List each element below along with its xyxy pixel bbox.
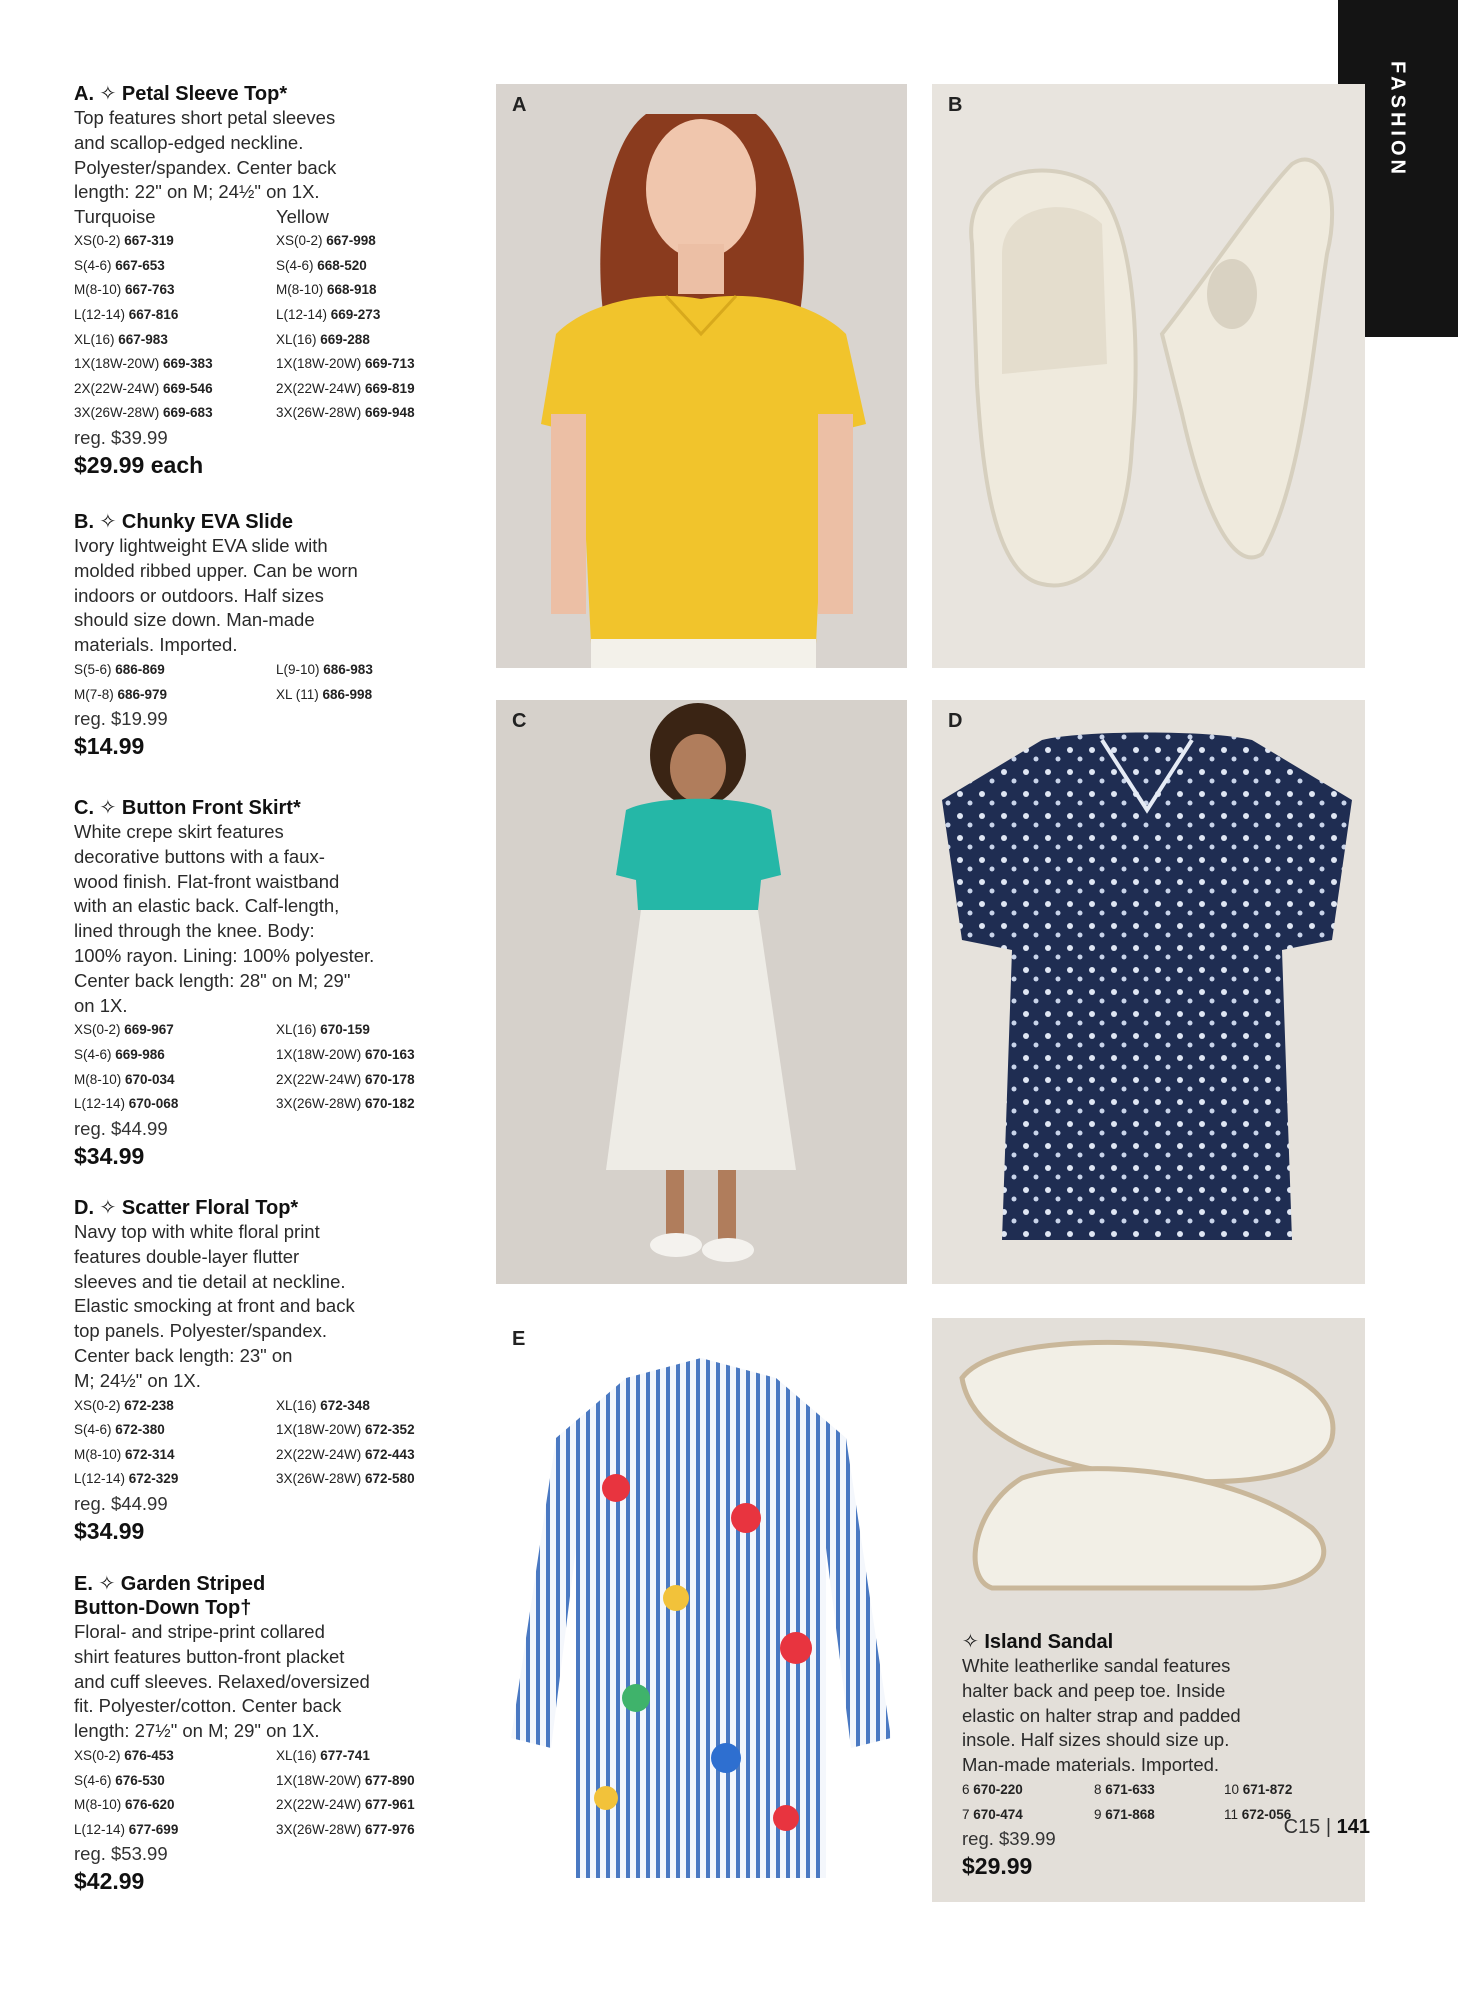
sku-number: 669-546 bbox=[163, 380, 213, 396]
size-sku-cell bbox=[276, 1394, 476, 1419]
desc-line: Navy top with white floral print bbox=[74, 1221, 320, 1242]
size-label: 3X(26W-28W) bbox=[276, 405, 366, 421]
desc-line: features double-layer flutter bbox=[74, 1245, 300, 1267]
sku-number: 672-056 bbox=[1241, 1806, 1292, 1822]
size-label: 1X(18W-20W) bbox=[276, 1422, 366, 1438]
sku-number: 670-163 bbox=[365, 1046, 415, 1062]
sku-number: 670-182 bbox=[365, 1096, 415, 1112]
size-sku-cell bbox=[276, 683, 476, 708]
size-label: 2X(22W-24W) bbox=[74, 380, 164, 396]
striped-floral-shirt-illustration bbox=[496, 1318, 907, 1902]
size-label: 2X(22W-24W) bbox=[276, 1797, 366, 1813]
sale-price: $42.99 bbox=[74, 1868, 145, 1895]
sku-number: 667-319 bbox=[124, 233, 174, 249]
size-sku-cell bbox=[276, 1467, 476, 1492]
product-title-line2: Button-Down Top† bbox=[74, 1597, 252, 1619]
product-title: A. ✧ Petal Sleeve Top* bbox=[74, 83, 288, 105]
size-label: M(8-10) bbox=[74, 282, 126, 298]
sku-number: 676-453 bbox=[124, 1747, 174, 1763]
product-d bbox=[74, 1196, 479, 1546]
desc-line: molded ribbed upper. Can be worn bbox=[74, 559, 358, 581]
product-title: C. ✧ Button Front Skirt* bbox=[74, 797, 301, 819]
photo-label: E bbox=[512, 1328, 526, 1350]
sku-number: 672-580 bbox=[365, 1471, 415, 1487]
sku-number: 670-034 bbox=[125, 1071, 175, 1087]
size-table bbox=[74, 1394, 479, 1492]
size-label: L(12-14) bbox=[74, 306, 129, 322]
photo-island-sandal bbox=[932, 1318, 1365, 1902]
size-sku-cell bbox=[74, 401, 276, 426]
page-number bbox=[1284, 1816, 1370, 1839]
photo-label: B bbox=[948, 94, 963, 116]
size-sku-cell bbox=[74, 303, 276, 328]
size-sku-cell bbox=[276, 658, 476, 683]
product-title: D. ✧ Scatter Floral Top* bbox=[74, 1197, 299, 1219]
size-label: M(7-8) bbox=[74, 686, 118, 702]
sku-number: 669-273 bbox=[330, 306, 381, 322]
sku-number: 671-633 bbox=[1105, 1781, 1155, 1797]
size-label: M(8-10) bbox=[74, 1071, 126, 1087]
sku-number: 686-979 bbox=[117, 686, 168, 702]
size-sku-cell bbox=[74, 658, 276, 683]
size-label: S(4-6) bbox=[74, 1046, 116, 1062]
size-sku-cell bbox=[276, 1769, 476, 1794]
sale-price: $34.99 bbox=[74, 1142, 145, 1169]
desc-line: Ivory lightweight EVA slide with bbox=[74, 535, 328, 556]
regular-price: reg. $39.99 bbox=[74, 426, 168, 448]
size-label: S(4-6) bbox=[74, 1772, 116, 1788]
sku-number: 671-868 bbox=[1105, 1806, 1155, 1822]
desc-line: and cuff sleeves. Relaxed/oversized bbox=[74, 1670, 370, 1692]
regular-price: reg. $39.99 bbox=[962, 1828, 1056, 1850]
size-sku-cell bbox=[74, 328, 276, 353]
product-b bbox=[74, 510, 479, 761]
sku-number: 670-068 bbox=[128, 1096, 179, 1112]
desc-line: and scallop-edged neckline. bbox=[74, 131, 304, 153]
size-label: XL(16) bbox=[276, 1397, 321, 1413]
sku-number: 668-918 bbox=[327, 282, 377, 298]
sku-number: 672-314 bbox=[125, 1446, 175, 1462]
size-label: M(8-10) bbox=[74, 1446, 126, 1462]
desc-line: on 1X. bbox=[74, 994, 128, 1016]
size-sku-cell bbox=[276, 401, 476, 426]
product-a bbox=[74, 82, 479, 480]
desc-line: decorative buttons with a faux- bbox=[74, 845, 325, 867]
size-label: 1X(18W-20W) bbox=[74, 356, 164, 372]
color-headers bbox=[74, 205, 479, 229]
size-sku-cell bbox=[74, 1818, 276, 1843]
sale-price: $34.99 bbox=[74, 1517, 145, 1544]
photo-label: D bbox=[948, 710, 963, 732]
size-label: 11 bbox=[1224, 1806, 1242, 1822]
size-sku-cell bbox=[1094, 1803, 1224, 1828]
sku-number: 669-383 bbox=[163, 356, 213, 372]
size-sku-cell bbox=[74, 1744, 276, 1769]
size-label: 2X(22W-24W) bbox=[276, 380, 366, 396]
desc-line: length: 22" on M; 24½" on 1X. bbox=[74, 181, 320, 203]
size-label: XS(0-2) bbox=[74, 233, 125, 249]
sku-number: 667-763 bbox=[125, 282, 175, 298]
photo-c-button-front-skirt bbox=[496, 700, 907, 1284]
size-sku-cell bbox=[74, 1443, 276, 1468]
sku-number: 667-653 bbox=[115, 257, 165, 273]
sku-number: 677-741 bbox=[320, 1747, 370, 1763]
product-title: B. ✧ Chunky EVA Slide bbox=[74, 511, 294, 533]
size-label: L(12-14) bbox=[276, 306, 331, 322]
size-sku-cell bbox=[276, 303, 476, 328]
sku-number: 669-967 bbox=[124, 1022, 174, 1038]
photo-e-garden-striped-top bbox=[496, 1318, 907, 1902]
sku-number: 677-699 bbox=[128, 1821, 179, 1837]
desc-line: Man-made materials. Imported. bbox=[962, 1754, 1220, 1776]
size-sku-cell bbox=[276, 1418, 476, 1443]
size-label: XS(0-2) bbox=[74, 1022, 125, 1038]
size-sku-cell bbox=[276, 377, 476, 402]
sale-price: $29.99 bbox=[962, 1853, 1033, 1880]
sku-number: 670-474 bbox=[973, 1806, 1023, 1822]
size-sku-cell bbox=[276, 254, 476, 279]
size-label: L(9-10) bbox=[276, 661, 324, 677]
color-header: Turquoise bbox=[74, 206, 156, 228]
sku-number: 672-348 bbox=[320, 1397, 370, 1413]
size-sku-cell bbox=[276, 278, 476, 303]
product-title: E. ✧ Garden Striped bbox=[74, 1573, 266, 1595]
ivory-slides-illustration bbox=[932, 84, 1365, 668]
product-c bbox=[74, 796, 479, 1171]
size-label: 3X(26W-28W) bbox=[74, 405, 164, 421]
size-sku-cell bbox=[74, 1092, 276, 1117]
sku-number: 672-352 bbox=[365, 1422, 415, 1438]
white-sandal-illustration bbox=[932, 1318, 1365, 1618]
desc-line: top panels. Polyester/spandex. bbox=[74, 1320, 327, 1342]
photo-d-scatter-floral-top bbox=[932, 700, 1365, 1284]
sku-number: 677-976 bbox=[365, 1821, 415, 1837]
size-sku-cell bbox=[74, 1043, 276, 1068]
photo-label: C bbox=[512, 710, 527, 732]
size-label: XS(0-2) bbox=[276, 233, 327, 249]
desc-line: halter back and peep toe. Inside bbox=[962, 1679, 1226, 1701]
desc-line: sleeves and tie detail at neckline. bbox=[74, 1270, 346, 1292]
model-yellow-top-illustration bbox=[496, 84, 907, 668]
size-label: S(4-6) bbox=[276, 257, 318, 273]
desc-line: with an elastic back. Calf-length, bbox=[74, 895, 340, 917]
size-label: M(8-10) bbox=[276, 282, 328, 298]
size-table bbox=[74, 229, 479, 426]
desc-line: Center back length: 28" on M; 29" bbox=[74, 969, 351, 991]
desc-line: M; 24½" on 1X. bbox=[74, 1369, 201, 1391]
regular-price: reg. $44.99 bbox=[74, 1492, 168, 1514]
size-sku-cell bbox=[1224, 1778, 1354, 1803]
size-sku-cell bbox=[74, 352, 276, 377]
sku-number: 669-948 bbox=[365, 405, 415, 421]
size-label: S(5-6) bbox=[74, 661, 116, 677]
section-tab-label: FASHION bbox=[1386, 61, 1409, 178]
product-title: ✧ Island Sandal bbox=[962, 1631, 1114, 1653]
desc-line: 100% rayon. Lining: 100% polyester. bbox=[74, 944, 375, 966]
size-sku-cell bbox=[74, 1068, 276, 1093]
desc-line: wood finish. Flat-front waistband bbox=[74, 870, 340, 892]
desc-line: Elastic smocking at front and back bbox=[74, 1295, 355, 1317]
size-label: XL(16) bbox=[276, 331, 321, 347]
size-sku-cell bbox=[276, 328, 476, 353]
size-sku-cell bbox=[276, 1043, 476, 1068]
size-sku-cell bbox=[74, 278, 276, 303]
size-sku-cell bbox=[276, 352, 476, 377]
size-sku-cell bbox=[74, 377, 276, 402]
navy-floral-top-illustration bbox=[932, 700, 1365, 1284]
desc-line: Floral- and stripe-print collared bbox=[74, 1621, 325, 1642]
size-label: XS(0-2) bbox=[74, 1397, 125, 1413]
size-label: 1X(18W-20W) bbox=[276, 1046, 366, 1062]
sale-price: $29.99 each bbox=[74, 451, 204, 478]
sku-number: 672-329 bbox=[128, 1471, 179, 1487]
size-label: M(8-10) bbox=[74, 1797, 126, 1813]
model-white-skirt-illustration bbox=[496, 700, 907, 1284]
size-sku-cell bbox=[74, 1467, 276, 1492]
island-sandal-text bbox=[962, 1630, 1352, 1881]
desc-line: length: 27½" on M; 29" on 1X. bbox=[74, 1720, 320, 1742]
product-e bbox=[74, 1572, 479, 1896]
sku-number: 670-220 bbox=[973, 1781, 1023, 1797]
size-label: 9 bbox=[1094, 1806, 1106, 1822]
size-sku-cell bbox=[276, 1068, 476, 1093]
size-sku-cell bbox=[276, 1744, 476, 1769]
regular-price: reg. $19.99 bbox=[74, 708, 168, 730]
size-label: 3X(26W-28W) bbox=[276, 1096, 366, 1112]
size-sku-cell bbox=[74, 1769, 276, 1794]
sku-number: 669-288 bbox=[320, 331, 370, 347]
size-sku-cell bbox=[74, 1793, 276, 1818]
sku-number: 669-986 bbox=[115, 1046, 165, 1062]
size-label: XL (11) bbox=[276, 686, 323, 702]
size-label: L(12-14) bbox=[74, 1471, 129, 1487]
desc-line: elastic on halter strap and padded bbox=[962, 1704, 1241, 1726]
size-table bbox=[74, 1018, 479, 1116]
size-label: 7 bbox=[962, 1806, 974, 1822]
desc-line: indoors or outdoors. Half sizes bbox=[74, 584, 324, 606]
size-label: 3X(26W-28W) bbox=[276, 1821, 366, 1837]
photo-label: A bbox=[512, 94, 527, 116]
regular-price: reg. $44.99 bbox=[74, 1117, 168, 1139]
sale-price: $14.99 bbox=[74, 733, 145, 760]
desc-line: Center back length: 23" on bbox=[74, 1344, 293, 1366]
color-header: Yellow bbox=[276, 206, 329, 228]
size-label: 10 bbox=[1224, 1781, 1243, 1797]
sku-number: 667-998 bbox=[326, 233, 376, 249]
sku-number: 672-238 bbox=[124, 1397, 174, 1413]
size-table bbox=[74, 658, 479, 707]
sku-number: 670-178 bbox=[365, 1071, 415, 1087]
regular-price: reg. $53.99 bbox=[74, 1843, 168, 1865]
size-label: L(12-14) bbox=[74, 1821, 129, 1837]
size-sku-cell bbox=[74, 1394, 276, 1419]
size-sku-cell bbox=[276, 1443, 476, 1468]
sku-number: 669-683 bbox=[163, 405, 213, 421]
desc-line: insole. Half sizes should size up. bbox=[962, 1729, 1230, 1751]
size-sku-cell bbox=[74, 1018, 276, 1043]
size-table bbox=[74, 1744, 479, 1842]
size-label: 6 bbox=[962, 1781, 974, 1797]
sku-number: 686-983 bbox=[323, 661, 373, 677]
desc-line: materials. Imported. bbox=[74, 634, 238, 656]
sku-number: 676-620 bbox=[125, 1797, 175, 1813]
sku-number: 677-890 bbox=[365, 1772, 415, 1788]
desc-line: shirt features button-front placket bbox=[74, 1645, 345, 1667]
desc-line: should size down. Man-made bbox=[74, 609, 315, 631]
size-sku-cell bbox=[74, 683, 276, 708]
desc-line: White crepe skirt features bbox=[74, 821, 284, 842]
size-label: XL(16) bbox=[276, 1747, 321, 1763]
sku-number: 671-872 bbox=[1242, 1781, 1293, 1797]
size-label: 1X(18W-20W) bbox=[276, 1772, 366, 1788]
desc-line: fit. Polyester/cotton. Center back bbox=[74, 1695, 342, 1717]
size-label: L(12-14) bbox=[74, 1096, 129, 1112]
size-sku-cell bbox=[276, 229, 476, 254]
size-label: XL(16) bbox=[276, 1022, 321, 1038]
size-sku-cell bbox=[1094, 1778, 1224, 1803]
size-label: 2X(22W-24W) bbox=[276, 1446, 366, 1462]
sku-number: 667-816 bbox=[128, 306, 179, 322]
sku-number: 686-998 bbox=[322, 686, 373, 702]
sku-number: 672-443 bbox=[365, 1446, 415, 1462]
page-separator: | bbox=[1325, 1816, 1332, 1838]
page-code: C15 bbox=[1283, 1816, 1321, 1838]
size-sku-cell bbox=[74, 1418, 276, 1443]
page-number-value: 141 bbox=[1336, 1816, 1370, 1838]
size-label: 1X(18W-20W) bbox=[276, 356, 366, 372]
size-label: 8 bbox=[1094, 1781, 1106, 1797]
sku-number: 686-869 bbox=[115, 661, 165, 677]
sku-number: 672-380 bbox=[115, 1422, 165, 1438]
size-sku-cell bbox=[276, 1018, 476, 1043]
photo-a-petal-sleeve-top bbox=[496, 84, 907, 668]
sku-number: 667-983 bbox=[118, 331, 168, 347]
sku-number: 677-961 bbox=[365, 1797, 415, 1813]
size-sku-cell bbox=[276, 1793, 476, 1818]
size-sku-cell bbox=[276, 1818, 476, 1843]
desc-line: Polyester/spandex. Center back bbox=[74, 156, 337, 178]
desc-line: White leatherlike sandal features bbox=[962, 1655, 1231, 1676]
size-label: XS(0-2) bbox=[74, 1747, 125, 1763]
size-label: S(4-6) bbox=[74, 257, 116, 273]
photo-b-eva-slide bbox=[932, 84, 1365, 668]
sku-number: 670-159 bbox=[320, 1022, 370, 1038]
size-label: 2X(22W-24W) bbox=[276, 1071, 366, 1087]
sku-number: 668-520 bbox=[317, 257, 367, 273]
size-sku-cell bbox=[276, 1092, 476, 1117]
size-label: 3X(26W-28W) bbox=[276, 1471, 366, 1487]
sku-number: 676-530 bbox=[115, 1772, 165, 1788]
size-label: S(4-6) bbox=[74, 1422, 116, 1438]
size-sku-cell bbox=[962, 1803, 1094, 1828]
size-label: XL(16) bbox=[74, 331, 119, 347]
sku-number: 669-819 bbox=[365, 380, 415, 396]
size-sku-cell bbox=[962, 1778, 1094, 1803]
sku-number: 669-713 bbox=[365, 356, 415, 372]
desc-line: lined through the knee. Body: bbox=[74, 920, 315, 942]
size-sku-cell bbox=[74, 254, 276, 279]
desc-line: Top features short petal sleeves bbox=[74, 107, 336, 128]
size-sku-cell bbox=[74, 229, 276, 254]
